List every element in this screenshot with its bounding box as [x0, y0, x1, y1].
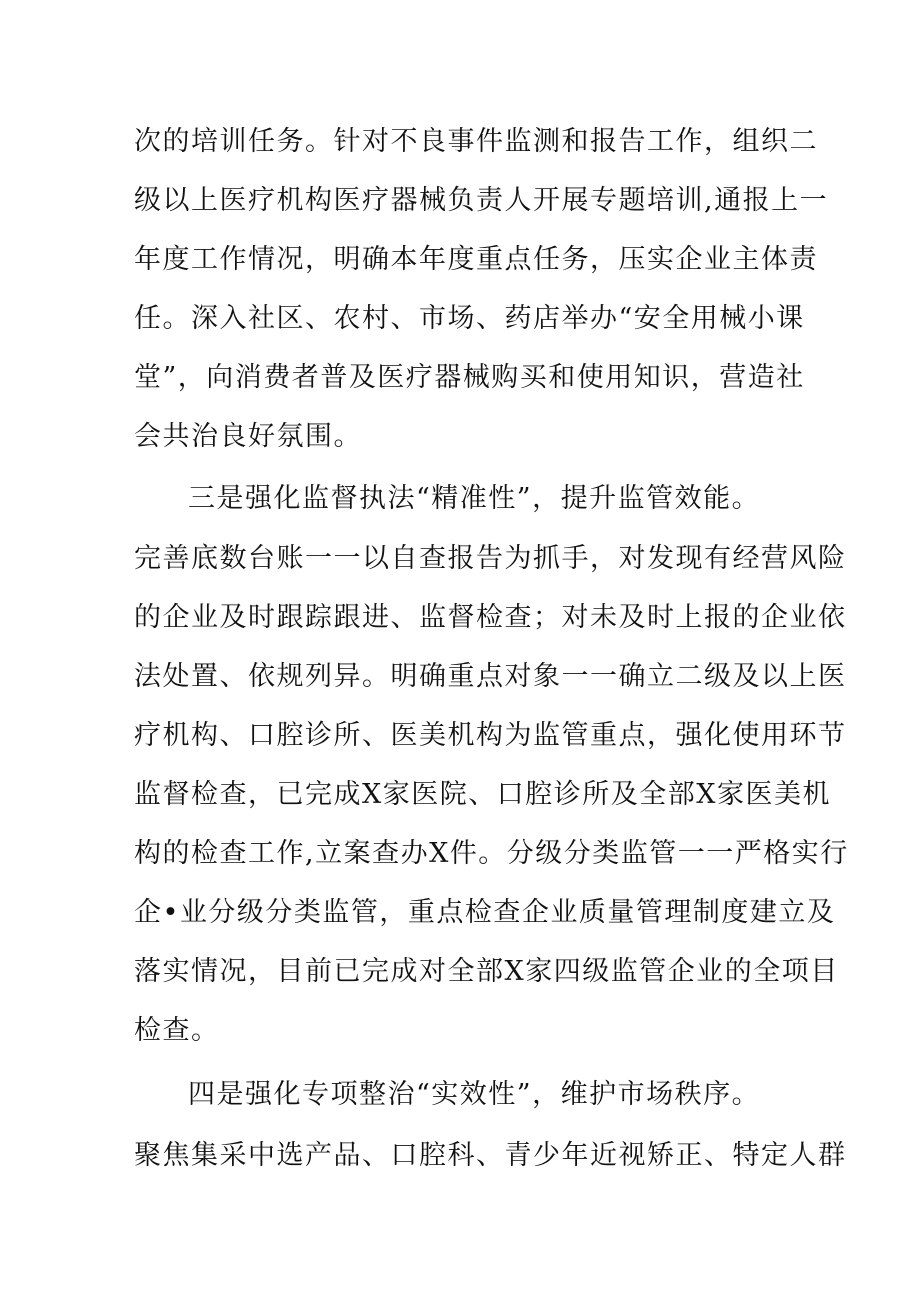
text-line-18: 聚焦集采中选产品、口腔科、青少年近视矫正、特定人群 — [134, 1140, 847, 1171]
text-line-1: 次的培训任务。针对不良事件监测和报告工作，组织二 — [134, 126, 818, 157]
text-line-9: 的企业及时跟踪跟进、监督检查；对未及时上报的企业依 — [134, 602, 847, 633]
text-line-10: 法处置、依规列异。明确重点对象一一确立二级及以上医 — [134, 661, 847, 692]
text-line-15: 落实情况，目前已完成对全部X家四级监管企业的全项目 — [134, 956, 839, 987]
text-line-6: 会共治良好氛围。 — [134, 421, 362, 452]
text-line-3: 年度工作情况，明确本年度重点任务，压实企业主体责 — [134, 244, 818, 275]
section-heading-3: 三是强化监督执法“精准性”，提升监管效能。 — [188, 483, 761, 514]
text-line-5: 堂”，向消费者普及医疗器械购买和使用知识，营造社 — [134, 362, 805, 393]
text-line-14: 企•业分级分类监管，重点检查企业质量管理制度建立及 — [134, 897, 836, 928]
text-line-16: 检查。 — [134, 1015, 220, 1046]
text-line-12: 监督检查，已完成X家医院、口腔诊所及全部X家医美机 — [134, 779, 831, 810]
text-line-2: 级以上医疗机构医疗器械负责人开展专题培训,通报上一 — [134, 185, 829, 216]
text-line-13: 构的检查工作,立案查办X件。分级分类监管一一严格实行 — [134, 838, 849, 869]
text-line-11: 疗机构、口腔诊所、医美机构为监管重点，强化使用环节 — [134, 720, 847, 751]
section-heading-4: 四是强化专项整治“实效性”，维护市场秩序。 — [188, 1079, 761, 1110]
text-line-4: 任。深入社区、农村、市场、药店举办“安全用械小课 — [134, 303, 805, 334]
text-line-8: 完善底数台账一一以自查报告为抓手，对发现有经营风险 — [134, 543, 847, 574]
